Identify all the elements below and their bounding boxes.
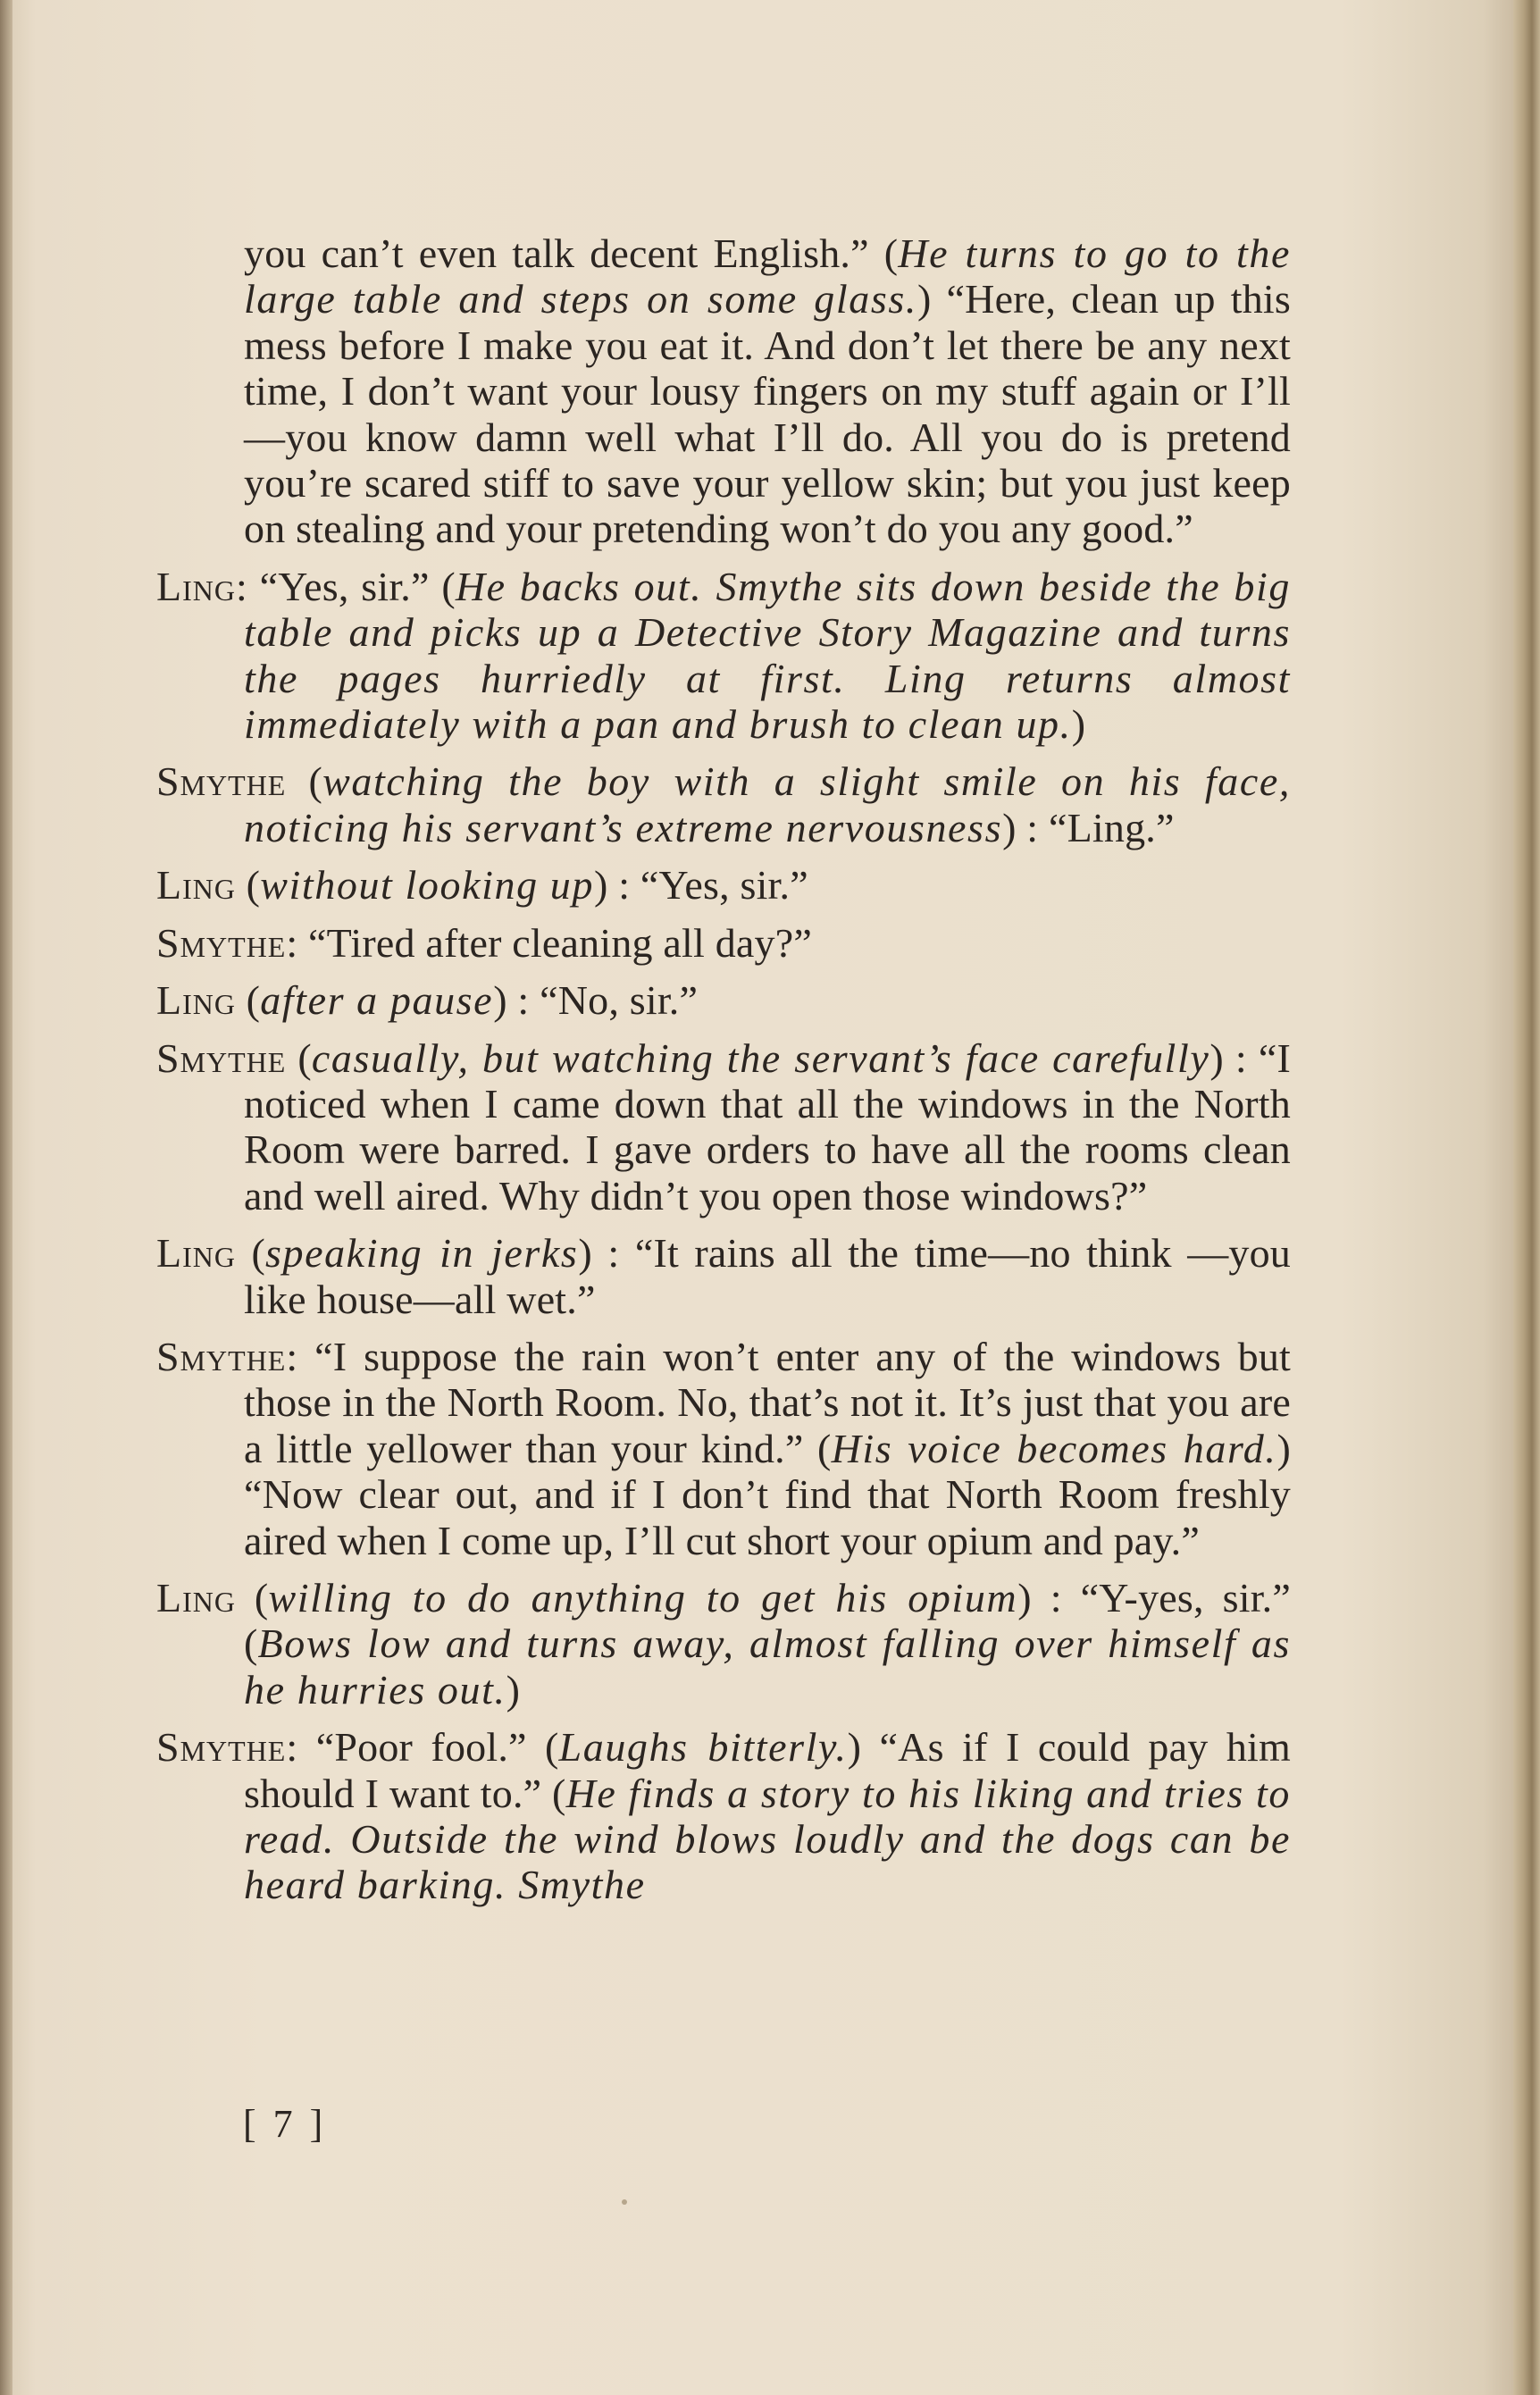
stage-direction: watching the boy with a slight smile on his face, noticing his servant’s extreme nervousness: [244, 758, 1292, 850]
dialogue-line: [156, 1724, 1291, 1908]
speaker-name: Ling: [156, 563, 236, 609]
speaker-name: Smythe: [156, 1034, 287, 1081]
stage-direction: speaking in jerks: [264, 1230, 579, 1277]
speech-text: you can’t even talk decent English.” (: [244, 230, 899, 276]
speech-text: ): [506, 1666, 521, 1713]
dialogue-line: [156, 564, 1291, 748]
stage-direction: Laughs bitterly.: [558, 1724, 848, 1771]
dialogue-line: [156, 1230, 1291, 1322]
speech-text: ) : “No, sir.”: [493, 977, 699, 1024]
speech-text: ): [1071, 701, 1086, 748]
speech-text: (: [235, 1574, 269, 1620]
speaker-name: Smythe: [156, 1333, 287, 1379]
dialogue-line: [156, 1334, 1291, 1563]
speaker-name: Smythe: [156, 1724, 287, 1771]
dialogue-line: [156, 862, 1291, 908]
dialogue-line: [156, 920, 1291, 966]
dialogue-line: [156, 758, 1291, 850]
dialogue-line: [156, 977, 1291, 1023]
stage-direction: Bows low and turns away, almost falling over himself as he hurries out.: [244, 1620, 1291, 1713]
speaker-name: Smythe: [156, 758, 287, 805]
dialogue-line: [156, 1035, 1291, 1219]
stage-direction: after a pause: [260, 977, 494, 1024]
speech-text: (: [286, 1034, 312, 1081]
stage-direction: casually, but watching the servant’s face carefully: [311, 1034, 1210, 1081]
stage-direction: without looking up: [260, 862, 595, 909]
speech-text: (: [235, 1230, 265, 1277]
speaker-name: Ling: [156, 1230, 236, 1277]
speech-text: ) : “Yes, sir.”: [594, 862, 808, 909]
speaker-name: Ling: [156, 1574, 236, 1620]
stage-direction: He turns to go to the large table and steps on some glass.: [244, 230, 1292, 322]
speech-text: (: [235, 977, 261, 1024]
speech-text: ) : “Y-yes, sir.” (: [244, 1574, 1291, 1667]
speech-text: ) “Now clear out, and if I don’t find that North Room freshly aired when I come up, I’ll cut short your opium and pay.”: [244, 1425, 1291, 1563]
speaker-name: Smythe: [156, 919, 287, 966]
speech-text: (: [235, 862, 261, 909]
speech-text: ) : “It rains all the time—no think —you like house—all wet.”: [244, 1230, 1291, 1322]
page-gutter-left: [0, 0, 13, 2395]
speech-text: ) “Here, clean up this mess before I make you eat it. And don’t let there be any next time, I don’t want your lousy fingers on my stuff again or I’ll—you know damn well what I’ll do. All you do is pretend you’re scared stiff to save your yellow skin; but you just keep on stealing and your pretending won’t do you any good.”: [244, 276, 1291, 552]
speech-text: : “I suppose the rain won’t enter any of the windows but those in the North Room. No, that’s not it. It’s just that you are a little yellower than your kind.” (: [244, 1333, 1291, 1471]
speaker-name: Ling: [156, 862, 236, 909]
play-text: [156, 230, 1291, 1920]
dialogue-line: [156, 1575, 1291, 1713]
stage-direction: He backs out. Smythe sits down beside the big table and picks up a Detective Story Magazine and turns the pages hurriedly at first. Ling returns almost immediately with a pan and brush to clean up.: [244, 563, 1291, 748]
stage-direction: He finds a story to his liking and tries to read. Outside the wind blows loudly and the dogs can be heard barking. Smythe: [244, 1770, 1292, 1908]
speaker-name: Ling: [156, 977, 236, 1024]
speech-text: : “Tired after cleaning all day?”: [286, 919, 812, 966]
stage-direction: His voice becomes hard.: [831, 1425, 1277, 1471]
continuation-paragraph: [156, 230, 1291, 552]
speech-text: (: [286, 758, 323, 805]
speech-text: ) : “Ling.”: [1002, 804, 1175, 850]
speech-text: : “Poor fool.” (: [286, 1724, 559, 1771]
speech-text: ) : “I noticed when I came down that all the windows in the North Room were barred. I gave orders to have all the rooms clean and well aired. Why didn’t you open those windows?”: [244, 1034, 1291, 1218]
stage-direction: willing to do anything to get his opium: [268, 1574, 1018, 1620]
paper-speck: [622, 2199, 627, 2205]
speech-text: ) “As if I could pay him should I want to.” (: [244, 1724, 1291, 1816]
speech-text: : “Yes, sir.” (: [235, 563, 456, 609]
page-edge-right: [1513, 0, 1540, 2395]
page-number: [ 7 ]: [243, 2102, 327, 2146]
